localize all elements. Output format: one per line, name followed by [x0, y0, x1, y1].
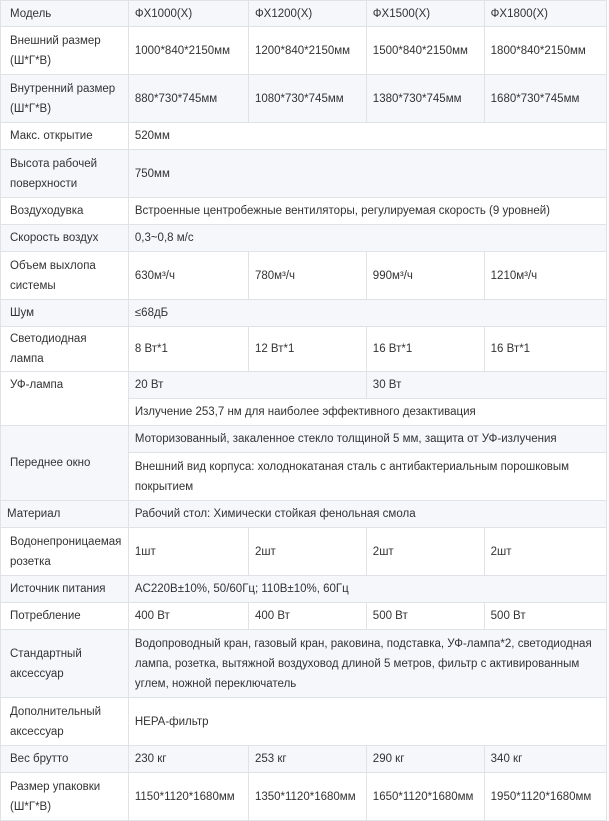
- table-row-package-size: [1, 773, 607, 821]
- noise-value: ≤68дБ: [128, 300, 606, 327]
- table-row-outer-size: [1, 27, 607, 75]
- package-size-value-4: 1950*1120*1680мм: [484, 773, 606, 821]
- body-value: Внешний вид корпуса: холоднокатаная сталь с антибактериальным порошковым покрытием: [128, 453, 606, 501]
- power-supply-value: AC220B±10%, 50/60Гц; 110В±10%, 60Гц: [128, 576, 606, 603]
- socket-label: Водонепроницаемая розетка: [1, 528, 129, 576]
- table-row-exhaust: [1, 252, 607, 300]
- inner-size-label: Внутренний размер (Ш*Г*В): [1, 75, 129, 123]
- gross-weight-value-3: 290 кг: [366, 746, 484, 773]
- blower-label: Воздуходувка: [1, 198, 129, 225]
- inner-size-value-2: 1080*730*745мм: [248, 75, 366, 123]
- work-height-value: 750мм: [128, 150, 606, 198]
- consumption-value-2: 400 Вт: [248, 603, 366, 630]
- outer-size-value-4: 1800*840*2150мм: [484, 27, 606, 75]
- work-height-label: Высота рабочей поверхности: [1, 150, 129, 198]
- std-accessory-label: Стандартный аксессуар: [1, 630, 129, 698]
- noise-label: Шум: [1, 300, 129, 327]
- outer-size-value-1: 1000*840*2150мм: [128, 27, 248, 75]
- uv-lamp-value-1: 20 Вт: [128, 372, 366, 399]
- table-row-header: [1, 1, 607, 27]
- consumption-value-4: 500 Вт: [484, 603, 606, 630]
- front-window-value: Моторизованный, закаленное стекло толщиной 5 мм, защита от УФ-излучения: [128, 426, 606, 453]
- air-speed-label: Скорость воздух: [1, 225, 129, 252]
- inner-size-value-1: 880*730*745мм: [128, 75, 248, 123]
- socket-value-3: 2шт: [366, 528, 484, 576]
- exhaust-value-4: 1210м³/ч: [484, 252, 606, 300]
- package-size-value-2: 1350*1120*1680мм: [248, 773, 366, 821]
- front-window-label: Переднее окно: [1, 426, 129, 501]
- inner-size-value-3: 1380*730*745мм: [366, 75, 484, 123]
- socket-value-2: 2шт: [248, 528, 366, 576]
- table-row-uv-lamp: [1, 372, 607, 399]
- table-row-opt-accessory: [1, 698, 607, 746]
- uv-lamp-value-2: 30 Вт: [366, 372, 606, 399]
- opt-accessory-value: HEPA-фильтр: [128, 698, 606, 746]
- air-speed-value: 0,3~0,8 м/с: [128, 225, 606, 252]
- outer-size-label: Внешний размер (Ш*Г*В): [1, 27, 129, 75]
- table-row-noise: [1, 300, 607, 327]
- blower-value: Встроенные центробежные вентиляторы, регулируемая скорость (9 уровней): [128, 198, 606, 225]
- socket-value-4: 2шт: [484, 528, 606, 576]
- table-row-power-supply: [1, 576, 607, 603]
- package-size-value-1: 1150*1120*1680мм: [128, 773, 248, 821]
- max-opening-label: Макс. открытие: [1, 123, 129, 150]
- model-header-label: Модель: [1, 1, 129, 27]
- led-lamp-value-2: 12 Вт*1: [248, 327, 366, 372]
- table-row-air-speed: [1, 225, 607, 252]
- model-header-4: ФХ1800(X): [484, 1, 606, 27]
- table-row-led-lamp: [1, 327, 607, 372]
- inner-size-value-4: 1680*730*745мм: [484, 75, 606, 123]
- table-row-gross-weight: [1, 746, 607, 773]
- opt-accessory-label: Дополнительный аксессуар: [1, 698, 129, 746]
- led-lamp-value-4: 16 Вт*1: [484, 327, 606, 372]
- std-accessory-value: Водопроводный кран, газовый кран, раковина, подставка, УФ-лампа*2, светодиодная лампа, розетка, вытяжной воздуховод длиной 5 метров, фильтр с активированным углем, ножной переключатель: [128, 630, 606, 698]
- table-row-inner-size: [1, 75, 607, 123]
- led-lamp-label: Светодиодная лампа: [1, 327, 129, 372]
- table-row-blower: [1, 198, 607, 225]
- exhaust-value-2: 780м³/ч: [248, 252, 366, 300]
- outer-size-value-2: 1200*840*2150мм: [248, 27, 366, 75]
- outer-size-value-3: 1500*840*2150мм: [366, 27, 484, 75]
- table-row-front-window: [1, 426, 607, 453]
- table-row-std-accessory: [1, 630, 607, 698]
- led-lamp-value-3: 16 Вт*1: [366, 327, 484, 372]
- consumption-label: Потребление: [1, 603, 129, 630]
- gross-weight-value-2: 253 кг: [248, 746, 366, 773]
- exhaust-label: Объем выхлопа системы: [1, 252, 129, 300]
- gross-weight-label: Вес брутто: [1, 746, 129, 773]
- model-header-1: ФХ1000(X): [128, 1, 248, 27]
- package-size-value-3: 1650*1120*1680мм: [366, 773, 484, 821]
- power-supply-label: Источник питания: [1, 576, 129, 603]
- material-label: Материал: [1, 501, 129, 528]
- max-opening-value: 520мм: [128, 123, 606, 150]
- exhaust-value-1: 630м³/ч: [128, 252, 248, 300]
- consumption-value-1: 400 Вт: [128, 603, 248, 630]
- uv-lamp-note: Излучение 253,7 нм для наиболее эффективного дезактивация: [128, 399, 606, 426]
- table-row-material: [1, 501, 607, 528]
- material-value: Рабочий стол: Химически стойкая фенольная смола: [128, 501, 606, 528]
- table-row-max-opening: [1, 123, 607, 150]
- socket-value-1: 1шт: [128, 528, 248, 576]
- gross-weight-value-4: 340 кг: [484, 746, 606, 773]
- model-header-3: ФХ1500(X): [366, 1, 484, 27]
- table-row-socket: [1, 528, 607, 576]
- model-header-2: ФХ1200(X): [248, 1, 366, 27]
- led-lamp-value-1: 8 Вт*1: [128, 327, 248, 372]
- table-row-consumption: [1, 603, 607, 630]
- uv-lamp-label: УФ-лампа: [1, 372, 129, 426]
- package-size-label: Размер упаковки (Ш*Г*В): [1, 773, 129, 821]
- gross-weight-value-1: 230 кг: [128, 746, 248, 773]
- table-row-work-height: [1, 150, 607, 198]
- exhaust-value-3: 990м³/ч: [366, 252, 484, 300]
- consumption-value-3: 500 Вт: [366, 603, 484, 630]
